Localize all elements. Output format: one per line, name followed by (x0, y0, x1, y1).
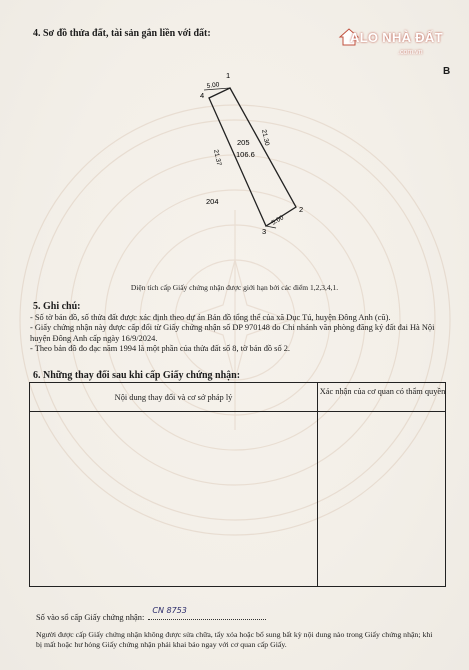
vertex-label-1: 1 (226, 71, 231, 80)
edge-label-top: 5.00 (206, 81, 220, 90)
registry-number: CN 8753 (152, 606, 187, 615)
registry-line (36, 606, 266, 622)
vertex-label-2: 2 (299, 205, 304, 214)
vertex-label-4: 4 (200, 91, 205, 100)
notes-block (30, 313, 445, 355)
note-line: - Số tờ bản đồ, số thửa đất được xác định theo dự án Bản đồ tổng thể của xã Dục Tú, huyện Đông Anh (cũ). (30, 313, 391, 322)
parcel-area: 106.6 (236, 150, 255, 159)
plot-caption: Diện tích cấp Giấy chứng nhận được giới hạn bởi các điểm 1,2,3,4,1. (130, 283, 339, 292)
changes-table (29, 382, 446, 587)
parcel-number: 205 (237, 138, 250, 147)
column-header-confirmation: Xác nhận của cơ quan có thẩm quyền (319, 387, 446, 396)
watermark-brand: ALO NHÀ ĐẤT (350, 30, 443, 45)
edge-label-left: 21.37 (212, 148, 223, 167)
parcel-diagram (0, 0, 469, 300)
registry-dotted-field (148, 606, 266, 620)
edge-label-right: 21.30 (260, 128, 271, 147)
note-line: - Theo bản đồ đo đạc năm 1994 là một phần của thửa đất số 8, tờ bản đồ số 2. (30, 344, 291, 354)
edge-label-bottom: 5.00 (270, 214, 285, 227)
section-5-title: 5. Ghi chú: (33, 301, 81, 312)
corner-mark: B (443, 66, 451, 77)
neighbor-parcel-number: 204 (206, 197, 219, 206)
table-header-divider (30, 411, 445, 412)
footer-note: Người được cấp Giấy chứng nhận không được sửa chữa, tẩy xóa hoặc bổ sung bất kỳ nội dung nào trong Giấy chứng nhận; khi bị mất hoặc hư hỏng Giấy chứng nhận phải khai báo ngay với cơ quan cấp Giấy. (36, 630, 433, 649)
registry-label: Số vào sổ cấp Giấy chứng nhận: (36, 613, 145, 622)
note-line: - Giấy chứng nhận này được cấp đổi từ Giấy chứng nhận số DP 970148 do Chi nhánh văn phòng đăng ký đất đai Hà Nội huyện Đông Anh cấp ngày 16/9/2024. (30, 323, 435, 343)
section-4-title: 4. Sơ đồ thửa đất, tài sản gắn liền với đất: (33, 28, 211, 39)
watermark-domain: .com.vn (398, 49, 423, 56)
table-column-divider (317, 383, 318, 586)
vertex-label-3: 3 (262, 227, 267, 236)
column-header-changes: Nội dung thay đổi và cơ sở pháp lý (114, 393, 233, 402)
section-6-title: 6. Những thay đổi sau khi cấp Giấy chứng nhận: (33, 370, 241, 381)
